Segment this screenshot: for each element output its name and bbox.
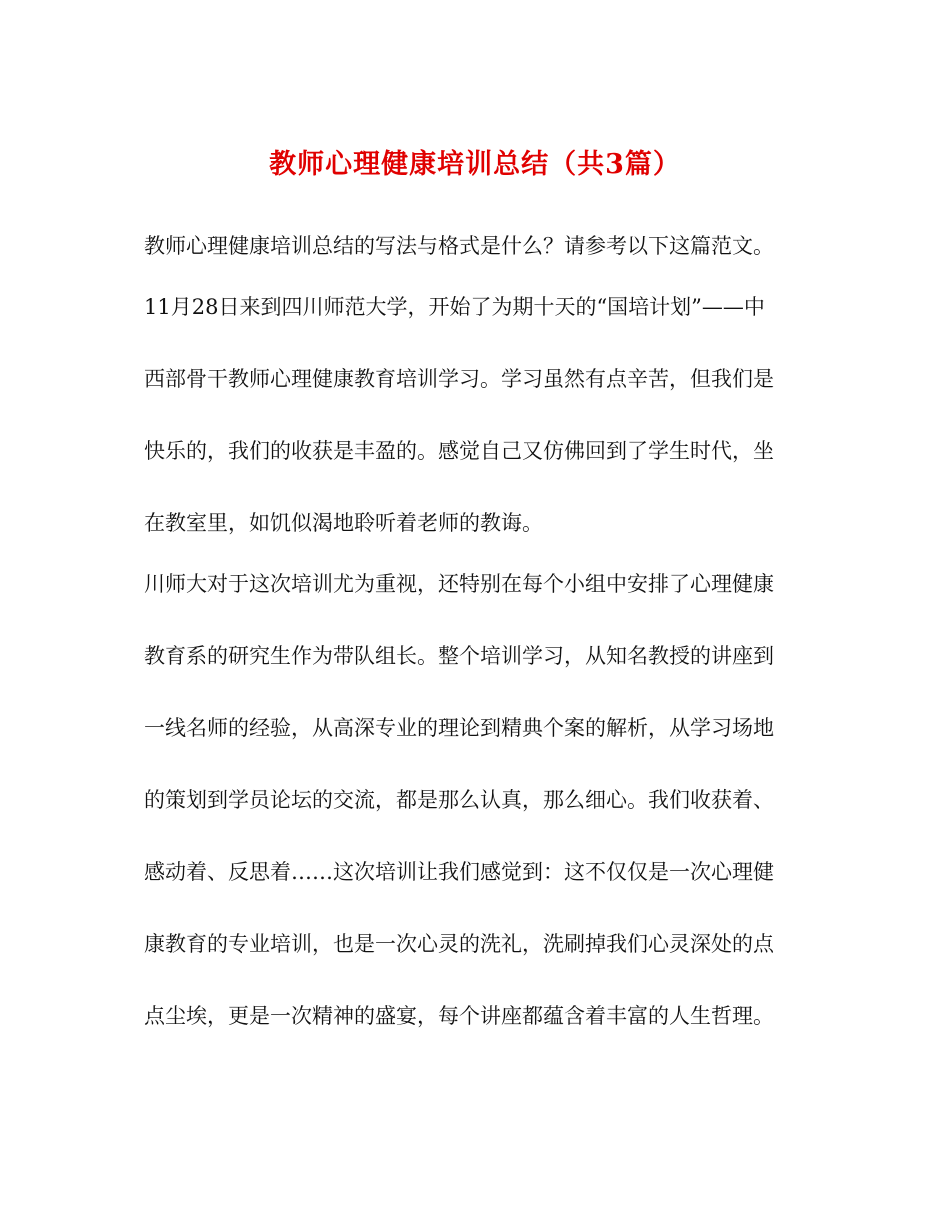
body-line: 点尘埃，更是一次精神的盛宴，每个讲座都蕴含着丰富的人生哲理。 [144, 1004, 774, 1028]
body-line: 川师大对于这次培训尤为重视，还特别在每个小组中安排了心理健康 [144, 572, 774, 596]
body-line: 11月28日来到四川师范大学，开始了为期十天的“国培计划”——中 [144, 295, 765, 319]
body-line: 的策划到学员论坛的交流，都是那么认真，那么细心。我们收获着、 [144, 788, 774, 812]
body-line: 一线名师的经验，从高深专业的理论到精典个案的解析，从学习场地 [144, 716, 774, 740]
body-line: 在教室里，如饥似渴地聆听着老师的教诲。 [144, 511, 543, 535]
body-line: 教师心理健康培训总结的写法与格式是什么？请参考以下这篇范文。 [144, 234, 774, 258]
body-line: 西部骨干教师心理健康教育培训学习。学习虽然有点辛苦，但我们是 [144, 367, 774, 391]
body-line: 快乐的，我们的收获是丰盈的。感觉自己又仿佛回到了学生时代，坐 [144, 439, 774, 463]
document-title: 教师心理健康培训总结（共3篇） [269, 149, 681, 180]
body-line: 感动着、反思着……这次培训让我们感觉到：这不仅仅是一次心理健 [144, 860, 774, 884]
body-line: 教育系的研究生作为带队组长。整个培训学习，从知名教授的讲座到 [144, 644, 774, 668]
body-line: 康教育的专业培训，也是一次心灵的洗礼，洗刷掉我们心灵深处的点 [144, 932, 774, 956]
